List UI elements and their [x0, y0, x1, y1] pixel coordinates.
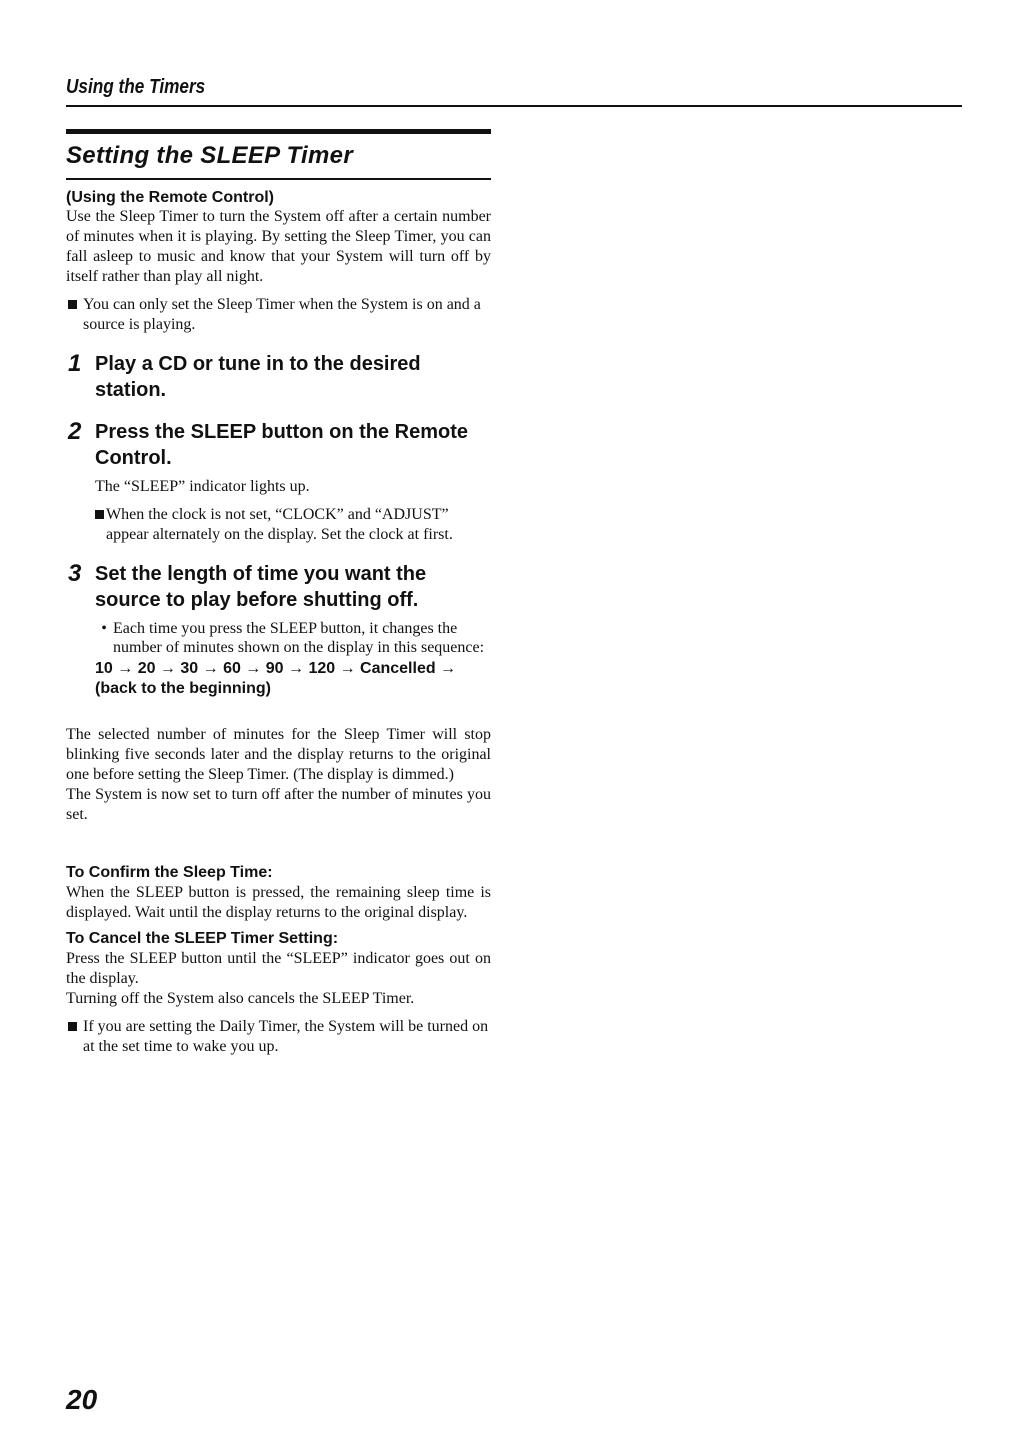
step-title: Press the SLEEP button on the Remote Control.	[95, 421, 469, 469]
timer-sequence: 10 → 20 → 30 → 60 → 90 → 120 → Cancelled → (back to the beginning)	[95, 660, 457, 697]
cancel-note	[66, 1017, 491, 1057]
step-3	[66, 561, 491, 699]
step-number: 2	[68, 418, 82, 445]
dot-bullet-icon: •	[101, 620, 107, 637]
step-bullet-text: Each time you press the SLEEP button, it changes the number of minutes shown on the display in this sequence:	[113, 620, 485, 656]
cancel-heading: To Cancel the SLEEP Timer Setting:	[66, 930, 339, 947]
step-number: 3	[68, 560, 82, 587]
cancel-text-2: Turning off the System also cancels the SLEEP Timer.	[66, 990, 415, 1007]
intro-note	[66, 295, 491, 335]
step-note	[95, 505, 491, 545]
section-subheading: (Using the Remote Control)	[66, 189, 274, 206]
step-note-text: When the clock is not set, “CLOCK” and “ADJUST” appear alternately on the display. Set the clock at first.	[106, 506, 453, 543]
square-bullet-icon	[68, 300, 77, 309]
title-rule-bottom	[66, 178, 491, 180]
step-title: Set the length of time you want the source to play before shutting off.	[95, 563, 427, 611]
intro-note-text: You can only set the Sleep Timer when the System is on and a source is playing.	[83, 296, 481, 333]
cancel-text-1: Press the SLEEP button until the “SLEEP” indicator goes out on the display.	[66, 950, 491, 987]
step-2	[66, 419, 491, 545]
step-title: Play a CD or tune in to the desired station.	[95, 353, 421, 401]
step-bullet	[95, 619, 491, 657]
header-rule	[66, 105, 962, 107]
intro-paragraph: Use the Sleep Timer to turn the System off after a certain number of minutes when it is playing. By setting the Sleep Timer, you can fall asleep to music and know that your System will turn off by itself rather than play all night.	[66, 208, 491, 285]
title-rule-top	[66, 129, 491, 134]
step-number: 1	[68, 350, 82, 377]
cancel-note-text: If you are setting the Daily Timer, the System will be turned on at the set time to wake you up.	[83, 1018, 489, 1055]
running-head: Using the Timers	[66, 76, 206, 98]
main-column	[66, 129, 491, 1057]
square-bullet-icon	[68, 1022, 77, 1031]
square-bullet-icon	[95, 510, 104, 519]
confirm-heading: To Confirm the Sleep Time:	[66, 864, 273, 881]
section-title: Setting the SLEEP Timer	[66, 142, 353, 169]
after-steps-paragraph-1: The selected number of minutes for the Sleep Timer will stop blinking five seconds later and the display returns to the original one before setting the Sleep Timer. (The display is dimmed.)	[66, 726, 491, 783]
step-text: The “SLEEP” indicator lights up.	[95, 478, 310, 495]
confirm-text: When the SLEEP button is pressed, the remaining sleep time is displayed. Wait until the display returns to the original display.	[66, 884, 491, 921]
after-steps-paragraph-2: The System is now set to turn off after the number of minutes you set.	[66, 786, 491, 823]
page-number: 20	[66, 1384, 98, 1415]
step-1	[66, 351, 491, 403]
